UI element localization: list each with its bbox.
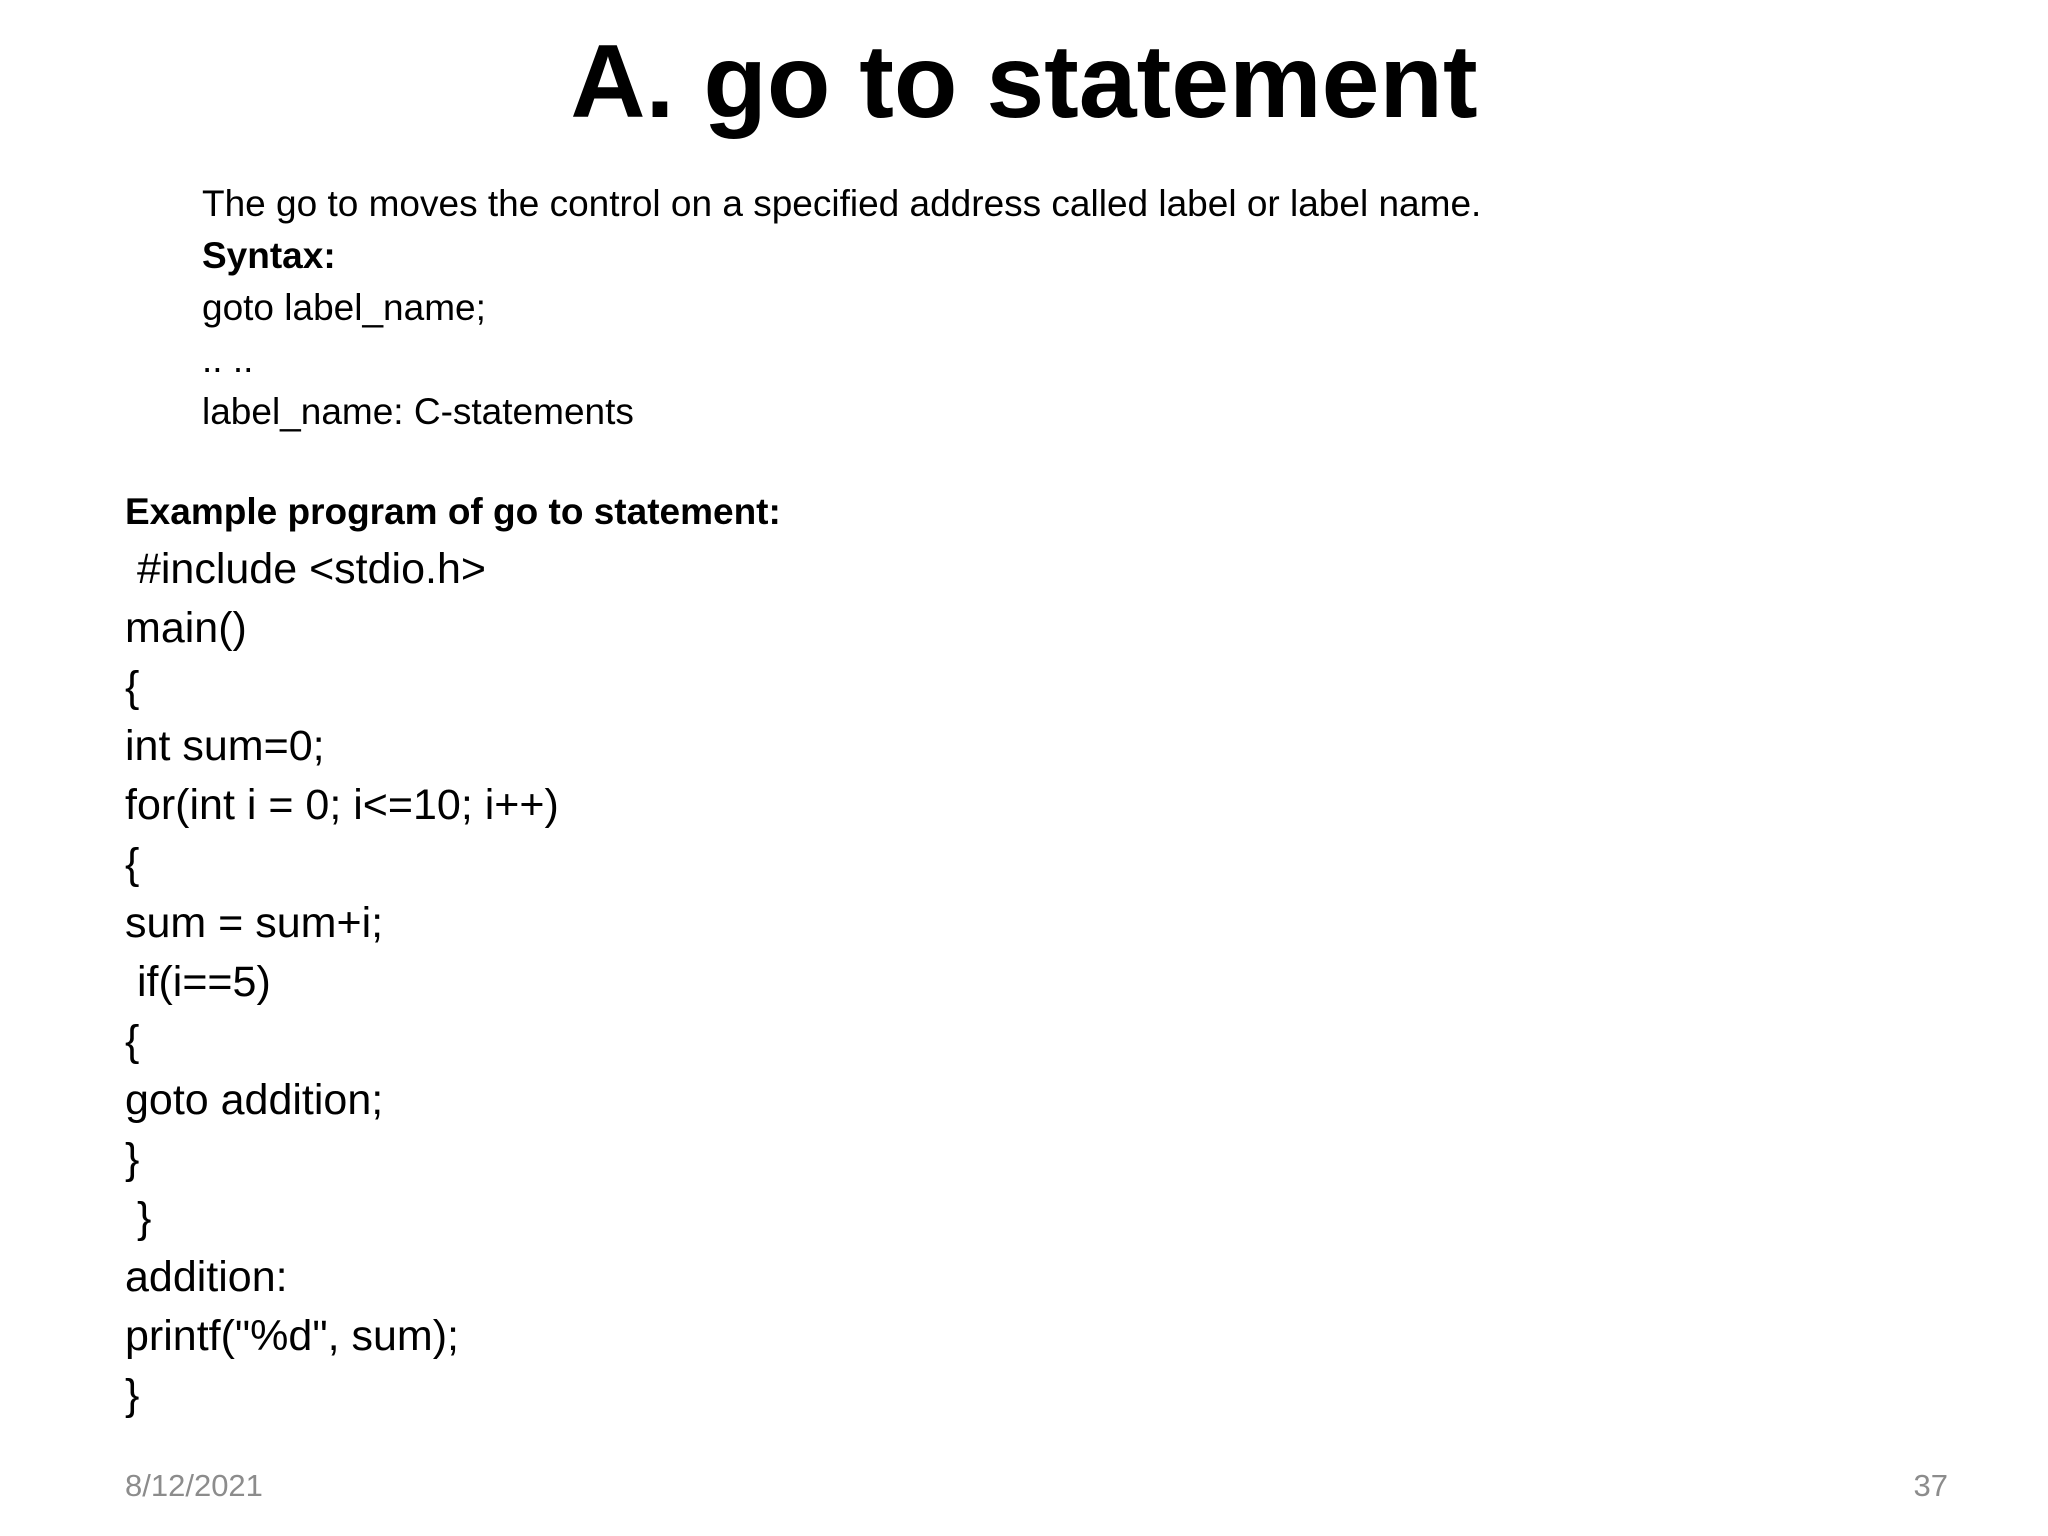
code-line: { <box>125 1017 140 1065</box>
code-line: main() <box>125 604 247 652</box>
code-line: for(int i = 0; i<=10; i++) <box>125 781 559 829</box>
page-number: 37 <box>1913 1468 1948 1503</box>
syntax-label: Syntax: <box>202 235 336 276</box>
code-line: goto addition; <box>125 1076 384 1124</box>
code-line: } <box>125 1135 140 1183</box>
code-line: } <box>125 1194 152 1242</box>
code-line: sum = sum+i; <box>125 899 384 947</box>
code-line: { <box>125 663 140 711</box>
syntax-line: .. .. <box>202 339 254 380</box>
intro-block <box>202 178 1481 438</box>
code-line: int sum=0; <box>125 722 325 770</box>
code-line: printf("%d", sum); <box>125 1312 459 1360</box>
code-line: addition: <box>125 1253 288 1301</box>
slide-title: A. go to statement <box>570 24 1478 140</box>
code-line: } <box>125 1371 140 1419</box>
syntax-line: label_name: C-statements <box>202 391 634 432</box>
code-line: #include <stdio.h> <box>125 545 486 593</box>
code-line: { <box>125 840 140 888</box>
description-text: The go to moves the control on a specified address called label or label name. <box>202 183 1482 224</box>
code-line: if(i==5) <box>125 958 271 1006</box>
syntax-line: goto label_name; <box>202 287 486 328</box>
code-block <box>125 540 559 1425</box>
footer-date: 8/12/2021 <box>125 1468 263 1503</box>
example-heading: Example program of go to statement: <box>125 491 781 532</box>
